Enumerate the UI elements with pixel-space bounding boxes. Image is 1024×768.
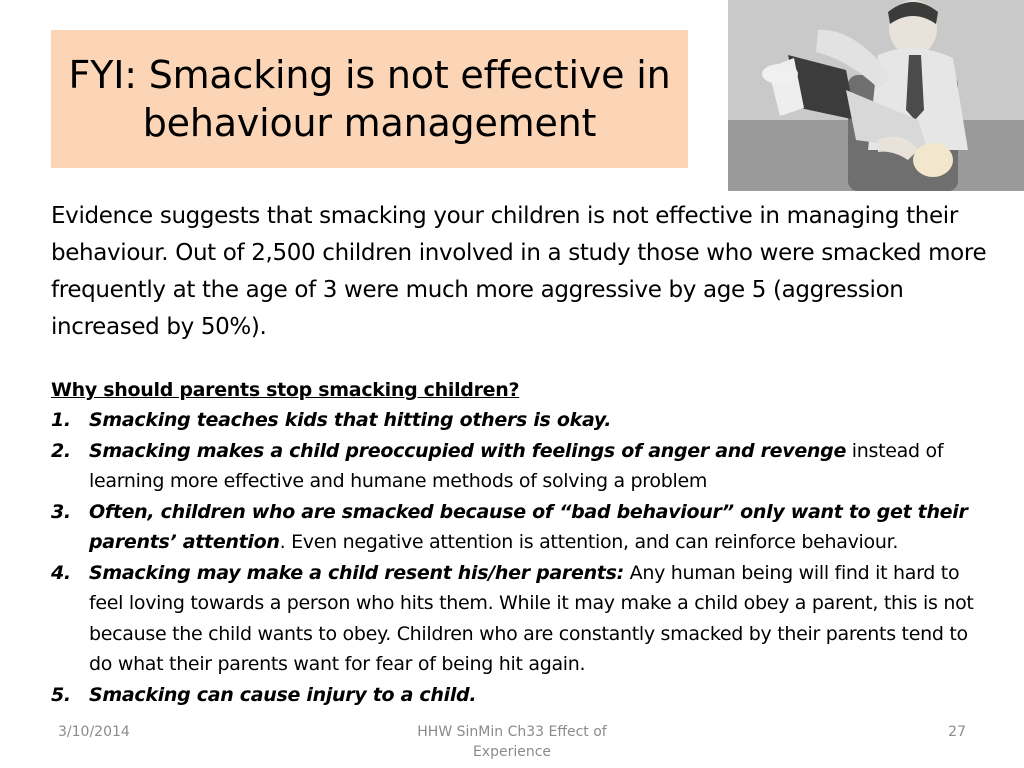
footer-date: 3/10/2014 xyxy=(58,724,130,740)
reason-text: Any human being will find it hard to feel loving towards a person who hits them. While it may make a child obey a parent, this is not because the child wants to obey. Children who are constantly smacked by their parents tend to do what their parents want for fear of being hit again. xyxy=(89,561,974,675)
reason-lead: Smacking can cause injury to a child. xyxy=(89,683,477,706)
reason-lead: Smacking makes a child preoccupied with feelings of anger and revenge xyxy=(89,439,847,462)
footer-title: HHW SinMin Ch33 Effect of Experience xyxy=(417,724,607,760)
reason-item xyxy=(51,436,986,497)
reason-text: instead of learning more effective and humane methods of solving a problem xyxy=(89,439,944,492)
reason-item xyxy=(51,558,986,680)
reason-number: 2. xyxy=(51,439,71,462)
reason-item xyxy=(51,680,986,711)
reason-number: 5. xyxy=(51,683,71,706)
reason-item xyxy=(51,405,986,436)
reason-item xyxy=(51,497,986,558)
spanking-photo-illustration xyxy=(728,0,1024,191)
reason-number: 1. xyxy=(51,409,71,431)
child-head xyxy=(913,143,953,177)
reason-text: . Even negative attention is attention, and can reinforce behaviour. xyxy=(279,531,899,553)
reason-number: 4. xyxy=(51,561,71,584)
slide-title-box xyxy=(51,30,688,168)
reasons-list xyxy=(51,405,986,710)
adult-tie xyxy=(906,55,924,120)
reason-lead: Often, children who are smacked because of “bad behaviour” only want to get their parents’ attention xyxy=(89,500,968,553)
reason-number: 3. xyxy=(51,500,71,523)
reason-lead: Smacking may make a child resent his/her parents: xyxy=(89,561,624,584)
reason-lead: Smacking teaches kids that hitting others is okay. xyxy=(89,409,612,431)
intro-paragraph: Evidence suggests that smacking your children is not effective in managing their behaviour. Out of 2,500 children involved in a study those who were smacked more frequently at the age of 3 were much more aggressive by age 5 (aggression increased by 50%). xyxy=(51,203,987,340)
spanking-photo xyxy=(728,0,1024,191)
child-shoe xyxy=(762,64,798,84)
slide-title: FYI: Smacking is not effective in behaviour management xyxy=(68,53,671,145)
page-number: 27 xyxy=(948,724,966,740)
reasons-heading: Why should parents stop smacking children? xyxy=(51,379,520,401)
